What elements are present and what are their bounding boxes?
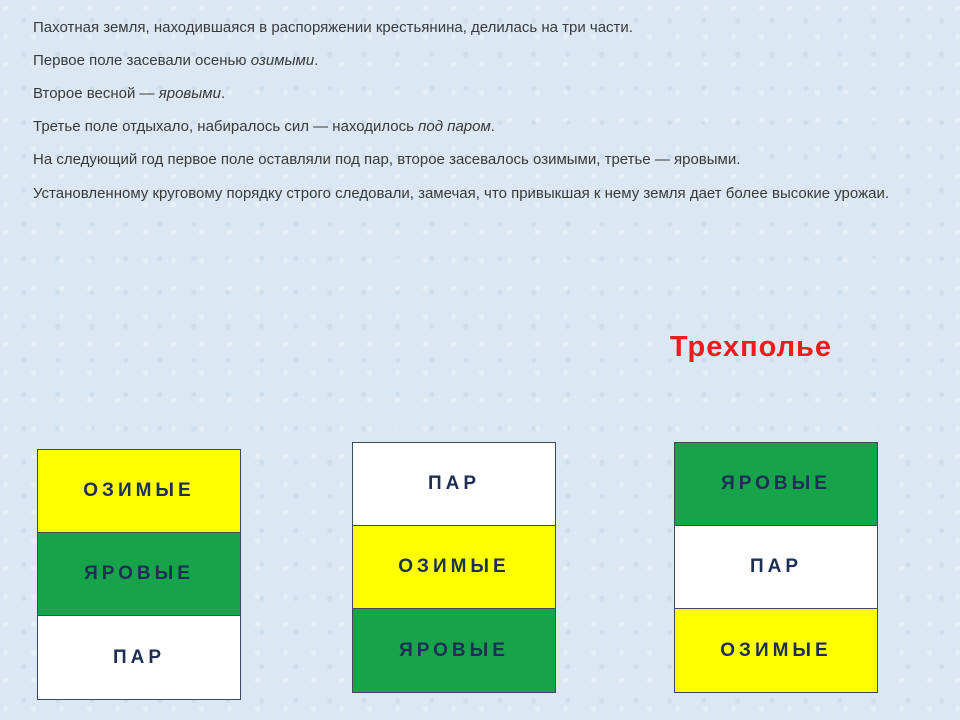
field-3-cell-2: ПАР (675, 526, 877, 609)
field-3-cell-3: ОЗИМЫЕ (675, 609, 877, 692)
field-1-cell-3: ПАР (38, 616, 240, 699)
paragraph-6-text: Установленному круговому порядку строго следовали, замечая, что привыкшая к нему земля дает более высокие урожаи. (33, 185, 889, 202)
paragraph-2-end: . (314, 52, 319, 69)
field-2-cell-1: ПАР (353, 443, 555, 526)
paragraph-4 (33, 117, 933, 137)
field-2-cell-3: ЯРОВЫЕ (353, 609, 555, 692)
paragraph-1-text: Пахотная земля, находившаяся в распоряжении крестьянина, делилась на три части. (33, 19, 633, 36)
page-title: Трехполье (669, 331, 832, 363)
term-ozimye: озимыми (250, 52, 315, 69)
paragraph-3-end: . (220, 85, 226, 102)
field-year-2 (352, 442, 556, 693)
paragraph-6 (33, 177, 913, 210)
paragraph-5-text: На следующий год первое поле оставляли под пар, второе засевалось озимыми, третье — яровыми. (33, 151, 741, 168)
paragraph-3 (33, 84, 933, 104)
paragraph-2 (33, 51, 933, 71)
intro-text (33, 18, 933, 223)
paragraph-4-text: Третье поле отдыхало, набиралось сил — находилось (33, 118, 419, 135)
field-1-cell-2: ЯРОВЫЕ (38, 533, 240, 616)
field-3-cell-1: ЯРОВЫЕ (675, 443, 877, 526)
term-pod-parom: под паром (418, 118, 491, 135)
field-1-cell-1: ОЗИМЫЕ (38, 450, 240, 533)
field-year-1 (37, 449, 241, 700)
term-yarovye: яровыми (158, 85, 221, 102)
paragraph-3-text: Второе весной — (33, 85, 159, 102)
paragraph-4-end: . (490, 118, 495, 135)
paragraph-2-text: Первое поле засевали осенью (33, 52, 251, 69)
paragraph-1 (33, 18, 933, 38)
field-2-cell-2: ОЗИМЫЕ (353, 526, 555, 609)
paragraph-5 (33, 150, 933, 170)
field-year-3 (674, 442, 878, 693)
